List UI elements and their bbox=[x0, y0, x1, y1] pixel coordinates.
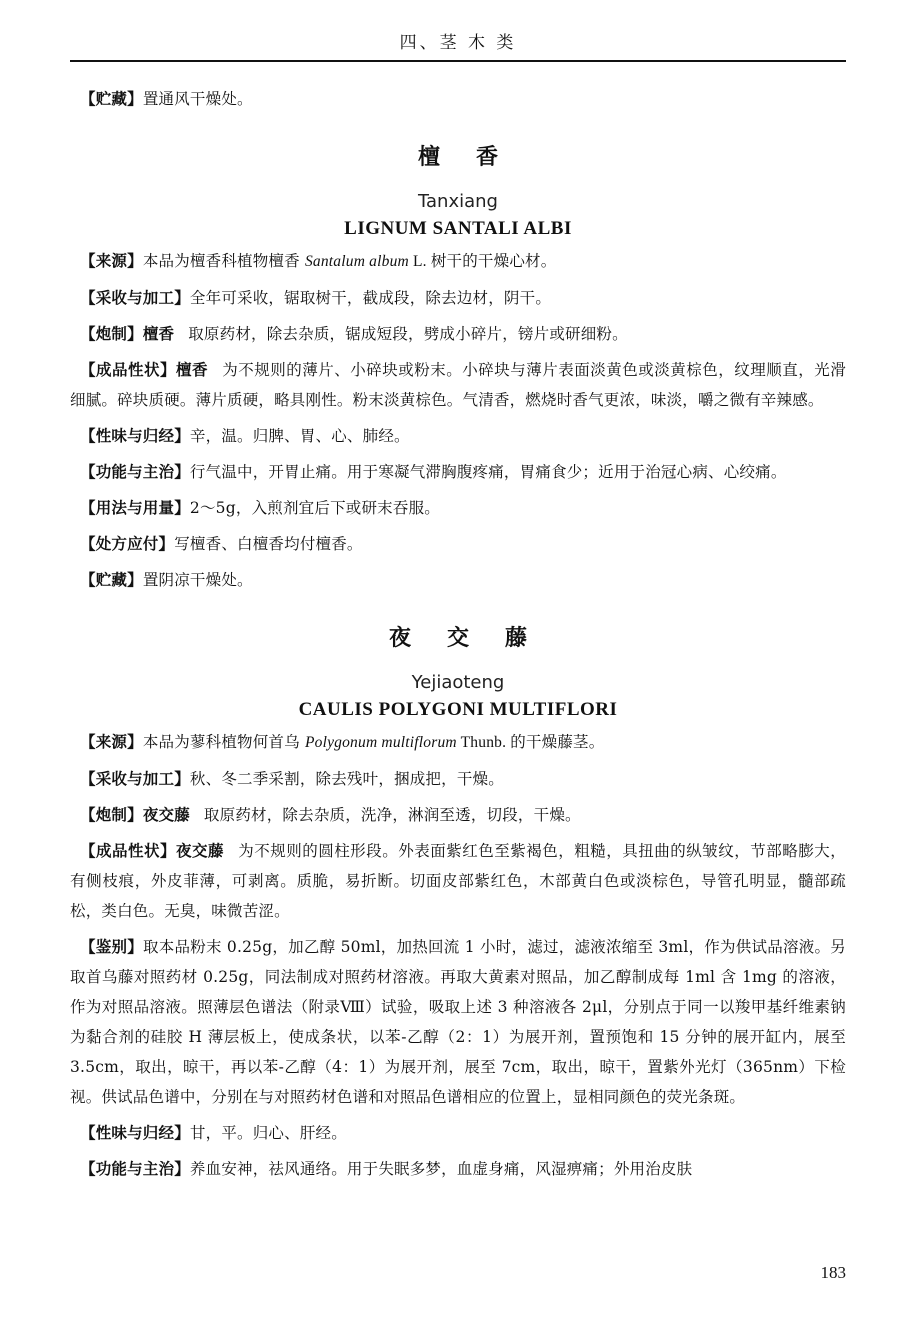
usage-text: 2～5g，入煎剂宜后下或研末吞服。 bbox=[189, 499, 440, 517]
process-text: 取原药材，除去杂质，锯成短段，劈成小碎片，镑片或研细粉。 bbox=[188, 325, 628, 343]
source-text-1: 本品为檀香科植物檀香 bbox=[142, 252, 305, 270]
harvest-term: 【 采收与加工 】 bbox=[80, 770, 190, 788]
prescription-text: 写檀香、白檀香均付檀香。 bbox=[174, 535, 363, 553]
nature-term: 【 性味与归经 】 bbox=[80, 1124, 190, 1142]
header-rule bbox=[70, 60, 846, 62]
yejiaoteng-pinyin: Yejiaoteng bbox=[411, 672, 505, 693]
storage-term: 【 贮藏 】 bbox=[80, 571, 143, 589]
prescription-term: 【 处方应付 】 bbox=[80, 535, 174, 553]
process-term: 【 炮制 】 bbox=[80, 806, 143, 824]
function-term: 【 功能与主治 】 bbox=[80, 1160, 190, 1178]
tanxiang-function-entry bbox=[70, 457, 846, 487]
yejiaoteng-process-entry bbox=[70, 800, 846, 830]
identify-text: 取本品粉末 0.25g，加乙醇 50ml，加热回流 1 小时，滤过，滤液浓缩至 3ml，作为供试品溶液。另取首乌藤对照药材 0.25g，同法制成对照药材溶液。再取大黄素对照品，加乙醇制成每 1ml 含 1mg 的溶液，作为对照品溶液。照薄层色谱法（附录Ⅷ）试验，吸取上述 3 种溶液各 2μl，分别点于同一以羧甲基纤维素钠为黏合剂的硅胶 H 薄层板上，使成条状，以苯-乙醇（2：1）为展开剂，置预饱和 15 分钟的展开缸内，展至 3.5cm，取出，晾干，再以苯-乙醇（4：1）为展开剂，展至 7cm，取出，晾干，置紫外光灯（365nm）下检视。供试品色谱中，分别在与对照药材色谱和对照品色谱相应的位置上，显相同颜色的荧光条斑。 bbox=[70, 938, 846, 1106]
source-text-1: 本品为蓼科植物何首乌 bbox=[142, 733, 305, 751]
tanxiang-source-entry bbox=[70, 246, 846, 277]
page-content bbox=[70, 84, 846, 1190]
process-term: 【 炮制 】 bbox=[80, 325, 143, 343]
page-number: 183 bbox=[820, 1263, 846, 1282]
product-text: 为不规则的薄片、小碎块或粉末。小碎块与薄片表面淡黄色或淡黄棕色，纹理顺直，光滑细腻。碎块质硬。薄片质硬，略具刚性。粉末淡黄棕色。气清香，燃烧时香气更浓，味淡，嚼之微有辛辣感。 bbox=[70, 361, 846, 409]
product-text: 为不规则的圆柱形段。外表面紫红色至紫褐色，粗糙，具扭曲的纵皱纹，节部略膨大，有侧枝痕，外皮菲薄，可剥离。质脆，易折断。切面皮部紫红色，木部黄白色或淡棕色，导管孔明显，髓部疏松，类白色。无臭，味微苦涩。 bbox=[70, 842, 846, 920]
storage-term: 【 贮藏 】 bbox=[80, 90, 143, 108]
yejiaoteng-function-entry bbox=[70, 1154, 846, 1184]
nature-text: 辛，温。归脾、胃、心、肺经。 bbox=[189, 427, 410, 445]
source-text-2: Thunb. 的干燥藤茎。 bbox=[456, 734, 605, 751]
harvest-text: 全年可采收，锯取树干，截成段，除去边材，阴干。 bbox=[189, 289, 552, 307]
running-header: 四、茎 木 类 bbox=[399, 33, 517, 53]
tanxiang-product-entry bbox=[70, 355, 846, 415]
nature-text: 甘，平。归心、肝经。 bbox=[189, 1124, 347, 1142]
product-name: 檀香 bbox=[176, 361, 208, 379]
tanxiang-harvest-entry bbox=[70, 283, 846, 313]
yejiaoteng-product-entry bbox=[70, 836, 846, 926]
storage-text: 置阴凉干燥处。 bbox=[142, 571, 253, 589]
yejiaoteng-source-entry bbox=[70, 727, 846, 758]
nature-term: 【 性味与归经 】 bbox=[80, 427, 190, 445]
function-text: 行气温中，开胃止痛。用于寒凝气滞胸腹疼痛，胃痛食少；近用于治冠心病、心绞痛。 bbox=[189, 463, 787, 481]
product-term: 【 成品性状 】 bbox=[80, 842, 176, 860]
tanxiang-title: 檀香 bbox=[417, 145, 534, 170]
tanxiang-latin: LIGNUM SANTALI ALBI bbox=[344, 218, 572, 239]
tanxiang-process-entry bbox=[70, 319, 846, 349]
product-name: 夜交藤 bbox=[176, 842, 224, 860]
usage-term: 【 用法与用量 】 bbox=[80, 499, 190, 517]
tanxiang-usage-entry bbox=[70, 493, 846, 523]
harvest-text: 秋、冬二季采割，除去残叶，捆成把，干燥。 bbox=[189, 770, 504, 788]
process-name: 檀香 bbox=[142, 325, 175, 343]
tanxiang-nature-entry bbox=[70, 421, 846, 451]
yejiaoteng-nature-entry bbox=[70, 1118, 846, 1148]
storage-text: 置通风干燥处。 bbox=[142, 90, 253, 108]
identify-term: 【 鉴别 】 bbox=[80, 938, 143, 956]
harvest-term: 【 采收与加工 】 bbox=[80, 289, 190, 307]
species-name: Polygonum multiflorum bbox=[304, 734, 457, 751]
yejiaoteng-title: 夜交藤 bbox=[388, 626, 563, 651]
process-text: 取原药材，除去杂质，洗净，淋润至透，切段，干燥。 bbox=[203, 806, 581, 824]
source-text-2: L. 树干的干燥心材。 bbox=[408, 253, 557, 270]
source-term: 【 来源 】 bbox=[80, 733, 143, 751]
function-term: 【 功能与主治 】 bbox=[80, 463, 190, 481]
species-name: Santalum album bbox=[304, 253, 409, 270]
process-name: 夜交藤 bbox=[142, 806, 190, 824]
tanxiang-storage-entry bbox=[70, 565, 846, 595]
top-storage-entry bbox=[70, 84, 846, 114]
product-term: 【 成品性状 】 bbox=[80, 361, 176, 379]
function-text: 养血安神，祛风通络。用于失眠多梦，血虚身痛，风湿痹痛；外用治皮肤 bbox=[189, 1160, 693, 1178]
tanxiang-prescription-entry bbox=[70, 529, 846, 559]
tanxiang-pinyin: Tanxiang bbox=[418, 191, 498, 212]
yejiaoteng-identify-entry bbox=[70, 932, 846, 1112]
yejiaoteng-latin: CAULIS POLYGONI MULTIFLORI bbox=[298, 699, 618, 720]
source-term: 【 来源 】 bbox=[80, 252, 143, 270]
yejiaoteng-harvest-entry bbox=[70, 764, 846, 794]
